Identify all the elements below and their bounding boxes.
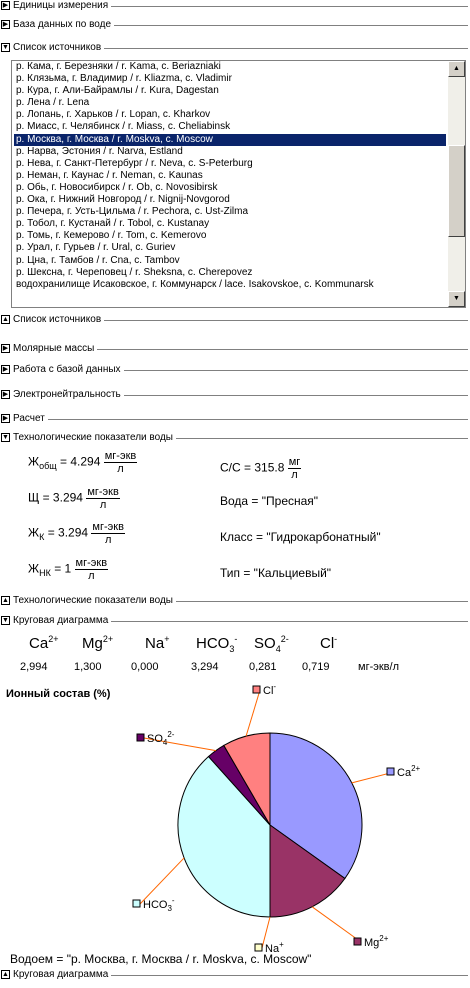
legend-swatch-cl — [253, 686, 260, 693]
unit-num: мг-экв — [92, 521, 124, 533]
section-label: Список источников — [13, 42, 104, 54]
section-label: База данных по воде — [13, 19, 114, 31]
symbol: Ж — [28, 561, 40, 576]
leader-line-mg — [312, 907, 361, 942]
symbol: Щ — [28, 490, 40, 505]
ion-ca-value: 2,994 — [20, 661, 48, 673]
unit-fraction — [75, 557, 109, 582]
source-item[interactable]: р. Миасс, г. Челябинск / r. Miass, c. Cheliabinsk — [16, 121, 231, 133]
section-tech-open[interactable] — [0, 432, 470, 444]
ion-symbol: SO — [254, 635, 276, 652]
source-item[interactable]: водохранилище Исаковское, г. Коммунарск / lace. Isakovskoe, c. Kommunarsk — [16, 278, 374, 290]
ion-so4 — [254, 634, 289, 654]
section-electro[interactable] — [0, 389, 470, 401]
unit-den: л — [117, 463, 124, 475]
ion-hco3-value: 3,294 — [191, 661, 219, 673]
source-item[interactable]: р. Лена / r. Lena — [16, 97, 90, 109]
legend-swatch-so4 — [137, 734, 144, 741]
symbol: Ж — [28, 454, 40, 469]
label-symbol: SO — [147, 733, 163, 745]
unit-fraction — [91, 521, 125, 546]
label-charge: 2+ — [411, 764, 421, 773]
pie-label-ca — [397, 764, 421, 779]
expand-icon[interactable]: ▶ — [2, 415, 9, 422]
collapse-icon[interactable]: ▼ — [2, 434, 9, 441]
section-calc[interactable] — [0, 413, 470, 425]
ion-symbol: Cl — [320, 635, 335, 652]
section-label: Расчет — [13, 413, 48, 425]
value: = 3.294 — [47, 525, 89, 540]
chart-title: Ионный состав (%) — [6, 688, 111, 700]
section-units[interactable] — [0, 0, 470, 12]
label-charge: 2+ — [379, 934, 389, 943]
source-item[interactable]: р. Ока, г. Нижний Новгород / r. Nignij-Novgorod — [16, 194, 230, 206]
ion-pie-chart — [0, 672, 470, 972]
unit-den: л — [104, 534, 112, 546]
label-charge: + — [279, 940, 284, 949]
collapse-icon[interactable]: ▲ — [2, 316, 9, 323]
ion-index: 3 — [229, 644, 235, 654]
ion-mg — [82, 634, 113, 652]
water-kind: Вода = "Пресная" — [220, 494, 319, 508]
expand-icon[interactable]: ▶ — [2, 2, 9, 9]
divider — [13, 419, 468, 420]
sources-list — [14, 61, 446, 291]
unit-num: мг — [288, 456, 301, 468]
section-label: Круговая диаграмма — [13, 615, 111, 627]
ion-na-value: 0,000 — [131, 661, 159, 673]
section-label: Технологические показатели воды — [13, 595, 176, 607]
ion-charge: + — [164, 634, 170, 644]
scroll-up-button[interactable]: ▲ — [448, 61, 465, 77]
section-label: Технологические показатели воды — [13, 432, 176, 444]
ion-na — [145, 634, 169, 652]
unit-fraction — [288, 456, 302, 481]
pie-label-hco3 — [143, 896, 175, 913]
unit-den: л — [291, 469, 298, 481]
alkalinity — [28, 486, 120, 511]
ion-so4-value: 0,281 — [249, 661, 277, 673]
ion-symbol: Mg — [82, 635, 103, 652]
ion-ca — [29, 634, 58, 652]
section-label: Электронейтральность — [13, 389, 124, 401]
leader-line-cl — [246, 690, 260, 736]
section-label: Единицы измерения — [13, 0, 111, 12]
source-item[interactable]: р. Томь, г. Кемерово / r. Tom, c. Kemerovo — [16, 230, 207, 242]
ion-symbol: HCO — [196, 635, 230, 652]
noncarbonate-hardness — [28, 557, 108, 582]
water-class: Класс = "Гидрокарбонатный" — [220, 530, 381, 544]
ion-cl — [320, 634, 337, 652]
label-symbol: Cl — [263, 685, 274, 697]
source-item[interactable]: р. Урал, г. Гурьев / r. Ural, c. Guriev — [16, 242, 176, 254]
ion-index: 4 — [275, 644, 281, 654]
section-label: Работа с базой данных — [13, 364, 124, 376]
scroll-down-button[interactable]: ▼ — [448, 291, 465, 307]
section-label: Круговая диаграмма — [13, 969, 111, 981]
pie-label-cl — [263, 682, 276, 697]
unit-num: мг-экв — [75, 557, 108, 569]
source-item[interactable]: р. Кура, г. Али-Байрамлы / r. Kura, Dagestan — [16, 85, 219, 97]
ion-hco3 — [196, 634, 237, 654]
carbonate-hardness — [28, 521, 125, 546]
ion-symbol: Ca — [29, 635, 49, 652]
collapse-icon[interactable]: ▼ — [2, 617, 9, 624]
label-index: 3 — [167, 904, 172, 913]
section-pie-close[interactable] — [0, 969, 470, 981]
scroll-thumb[interactable] — [448, 145, 465, 237]
source-item[interactable]: р. Шексна, г. Череповец / r. Sheksna, c. Cherepovez — [16, 266, 253, 278]
sources-listbox[interactable] — [11, 60, 466, 308]
section-tech-close[interactable] — [0, 595, 470, 607]
source-item[interactable]: р. Цна, г. Тамбов / r. Cna, c. Tambov — [16, 254, 180, 266]
water-type: Тип = "Кальциевый" — [220, 566, 332, 580]
salt-content — [220, 456, 301, 481]
section-label: Список источников — [13, 314, 104, 326]
label-index: 4 — [162, 738, 168, 747]
section-sources-open[interactable] — [0, 42, 470, 54]
unit-den: л — [99, 499, 107, 511]
legend-swatch-na — [255, 944, 262, 951]
label-symbol: HCO — [143, 899, 168, 911]
pie-slices — [178, 733, 362, 917]
section-sources-close[interactable] — [0, 314, 470, 326]
source-item[interactable]: р. Лопань, г. Харьков / r. Lopan, c. Kharkov — [16, 109, 211, 121]
source-item[interactable]: р. Печера, г. Усть-Цильма / r. Pechora, c. Ust-Zilma — [16, 206, 249, 218]
pie-label-mg — [364, 934, 389, 949]
ion-unit: мг-экв/л — [358, 661, 399, 673]
symbol-sub: К — [39, 532, 45, 543]
total-hardness — [28, 450, 137, 475]
expand-icon[interactable]: ▶ — [2, 391, 9, 398]
ion-charge: - — [234, 634, 238, 644]
ion-cl-value: 0,719 — [302, 661, 330, 673]
expand-icon[interactable]: ▶ — [2, 366, 9, 373]
water-body-caption: Водоем = "р. Москва, г. Москва / r. Moskva, c. Moscow" — [10, 952, 312, 966]
value: С/С = 315.8 — [220, 460, 285, 475]
listbox-scrollbar[interactable] — [448, 61, 465, 307]
unit-fraction — [86, 486, 120, 511]
ion-charge: 2- — [280, 634, 289, 644]
section-pie-open[interactable] — [0, 615, 470, 627]
value: = 4.294 — [60, 454, 101, 469]
symbol: Ж — [28, 525, 40, 540]
expand-icon[interactable]: ▶ — [2, 345, 9, 352]
value: = 3.294 — [42, 490, 83, 505]
source-item[interactable]: р. Москва, г. Москва / r. Moskva, c. Moscow — [14, 134, 446, 146]
symbol-sub: НК — [39, 568, 51, 579]
source-item[interactable]: р. Обь, г. Новосибирск / r. Ob, c. Novosibirsk — [16, 181, 218, 193]
ion-symbol: Na — [145, 635, 165, 652]
expand-icon[interactable]: ▶ — [2, 21, 9, 28]
source-item[interactable]: р. Клязьма, г. Владимир / r. Kliazma, c. Vladimir — [16, 73, 232, 85]
label-symbol: Ca — [397, 767, 412, 779]
symbol-sub: общ — [39, 461, 57, 472]
label-charge: - — [273, 682, 277, 691]
label-symbol: Mg — [364, 937, 380, 949]
leader-line-hco3 — [140, 858, 184, 904]
ion-charge: - — [334, 634, 338, 644]
unit-den: л — [88, 570, 95, 582]
label-charge: 2- — [167, 730, 175, 739]
source-item[interactable]: р. Кама, г. Березняки / r. Kama, c. Beriazniaki — [16, 61, 221, 72]
legend-swatch-hco3 — [133, 900, 140, 907]
section-molar[interactable] — [0, 343, 470, 355]
source-item[interactable]: р. Нева, г. Санкт-Петербург / r. Neva, c. S-Peterburg — [16, 157, 253, 169]
ion-charge: 2+ — [102, 634, 114, 644]
section-water-db[interactable] — [0, 19, 470, 31]
value: = 1 — [54, 561, 72, 576]
collapse-icon[interactable]: ▲ — [2, 971, 9, 978]
legend-swatch-mg — [354, 938, 361, 945]
collapse-icon[interactable]: ▼ — [2, 44, 9, 51]
label-symbol: Na — [265, 943, 280, 955]
unit-fraction — [104, 450, 138, 475]
source-item[interactable]: р. Неман, г. Каунас / r. Neman, c. Kaunas — [16, 169, 203, 181]
collapse-icon[interactable]: ▲ — [2, 597, 9, 604]
source-item[interactable]: р. Нарва, Эстония / r. Narva, Estland — [16, 145, 183, 157]
unit-num: мг-экв — [87, 486, 119, 498]
unit-num: мг-экв — [104, 450, 137, 462]
ion-charge: 2+ — [48, 634, 59, 644]
ion-mg-value: 1,300 — [74, 661, 102, 673]
section-label: Молярные массы — [13, 343, 97, 355]
pie-label-so4 — [147, 730, 175, 747]
label-charge: - — [171, 896, 175, 905]
section-db-work[interactable] — [0, 364, 470, 376]
source-item[interactable]: р. Тобол, г. Кустанай / r. Tobol, c. Kustanay — [16, 218, 210, 230]
legend-swatch-ca — [387, 768, 394, 775]
